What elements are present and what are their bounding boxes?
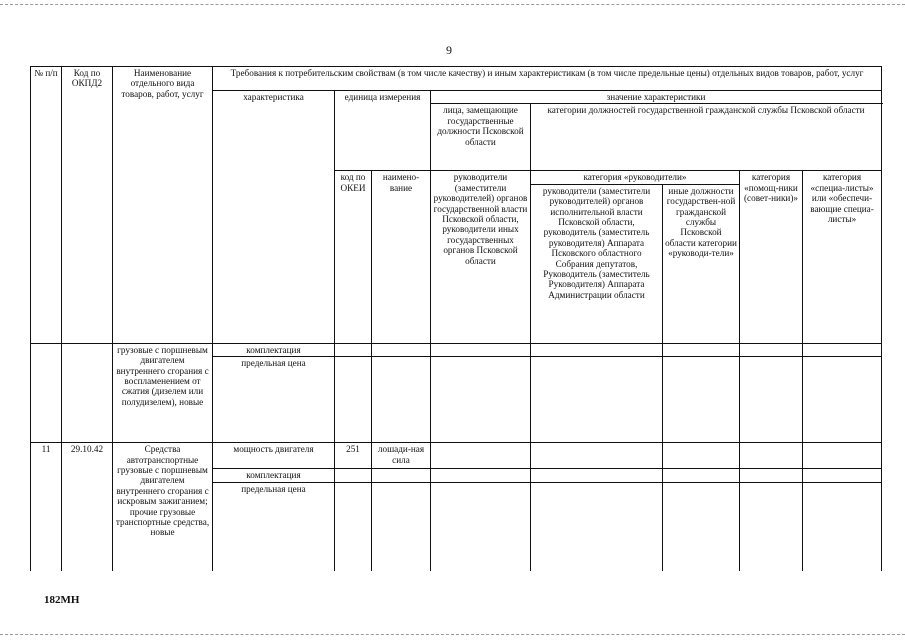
table-row <box>31 443 882 469</box>
header-unit-code: код по ОКЕИ <box>335 171 372 343</box>
row-unit-code <box>335 482 372 571</box>
row-characteristic: предельная цена <box>213 357 335 443</box>
header-categories: категории должностей государственной гражданской службы Псковской области <box>531 104 882 171</box>
header-num: № п/п <box>31 67 62 344</box>
requirements-table <box>30 66 882 571</box>
row-unit-name: лошади-ная сила <box>372 443 431 469</box>
row-unit-code <box>335 469 372 482</box>
header-persons: лица, замещающие государственные должности Псковской области <box>431 104 531 171</box>
row-characteristic: предельная цена <box>213 482 335 571</box>
row-okpd: 29.10.42 <box>62 443 113 571</box>
header-cat-leaders-2: иные должности государствен-ной гражданской службы Псковской области категории «руководи-тели» <box>665 185 737 259</box>
row-unit-code: 251 <box>335 443 372 469</box>
page-number: 9 <box>446 43 452 57</box>
header-leaders: руководители (заместители руководителей) органов государственной власти Псковской области, руководители иных государственных органов Псковской области <box>431 171 531 343</box>
row-unit-name <box>372 469 431 482</box>
header-unit: единица измерения <box>335 91 431 171</box>
row-unit-name <box>372 482 431 571</box>
row-name: Средства автотранспортные грузовые с поршневым двигателем внутреннего сгорания с искровым зажиганием; прочие грузовые транспортные средства, новые <box>113 443 213 571</box>
row-num: 11 <box>31 443 62 571</box>
header-name: Наименование отдельного вида товаров, работ, услуг <box>113 67 213 344</box>
header-value: значение характеристики <box>431 91 882 104</box>
header-requirements: Требования к потребительским свойствам (в том числе качеству) и иным характеристикам (в том числе предельные цены) отдельных видов товаров, работ, услуг <box>213 67 882 91</box>
row-unit-name <box>372 357 431 443</box>
header-characteristic: характеристика <box>213 91 335 344</box>
row-unit-name <box>372 343 431 356</box>
footer-code: 182МН <box>44 594 80 606</box>
scan-edge-bottom <box>0 634 905 636</box>
header-cat-leaders-1: руководители (заместители руководителей) органов исполнительной власти Псковской области, руководитель (заместитель руководителя) Аппарата Псковского областного Собрания депутатов, Руководитель (заместитель Руководителя) Аппарата Администрации области <box>531 185 663 343</box>
row-unit-code <box>335 343 372 356</box>
table-row <box>31 343 882 356</box>
row-name: грузовые с поршневым двигателем внутреннего сгорания с воспламенением от сжатия (дизелем или полудизелем), новые <box>113 343 213 442</box>
row-characteristic: мощность двигателя <box>213 443 335 469</box>
header-cat-assist: категория «помощ-ники (совет-ники)» <box>740 171 803 343</box>
row-characteristic: комплектация <box>213 469 335 482</box>
row-characteristic: комплектация <box>213 343 335 356</box>
scan-edge-top <box>0 4 905 6</box>
header-okpd: Код по ОКПД2 <box>62 67 113 344</box>
header-cat-spec: категория «специа-листы» или «обеспечи-вающие специа-листы» <box>803 171 882 343</box>
row-unit-code <box>335 357 372 443</box>
row-okpd <box>62 343 113 442</box>
header-unit-name: наимено-вание <box>372 171 431 343</box>
header-cat-leaders: категория «руководители» <box>531 171 739 184</box>
row-num <box>31 343 62 442</box>
